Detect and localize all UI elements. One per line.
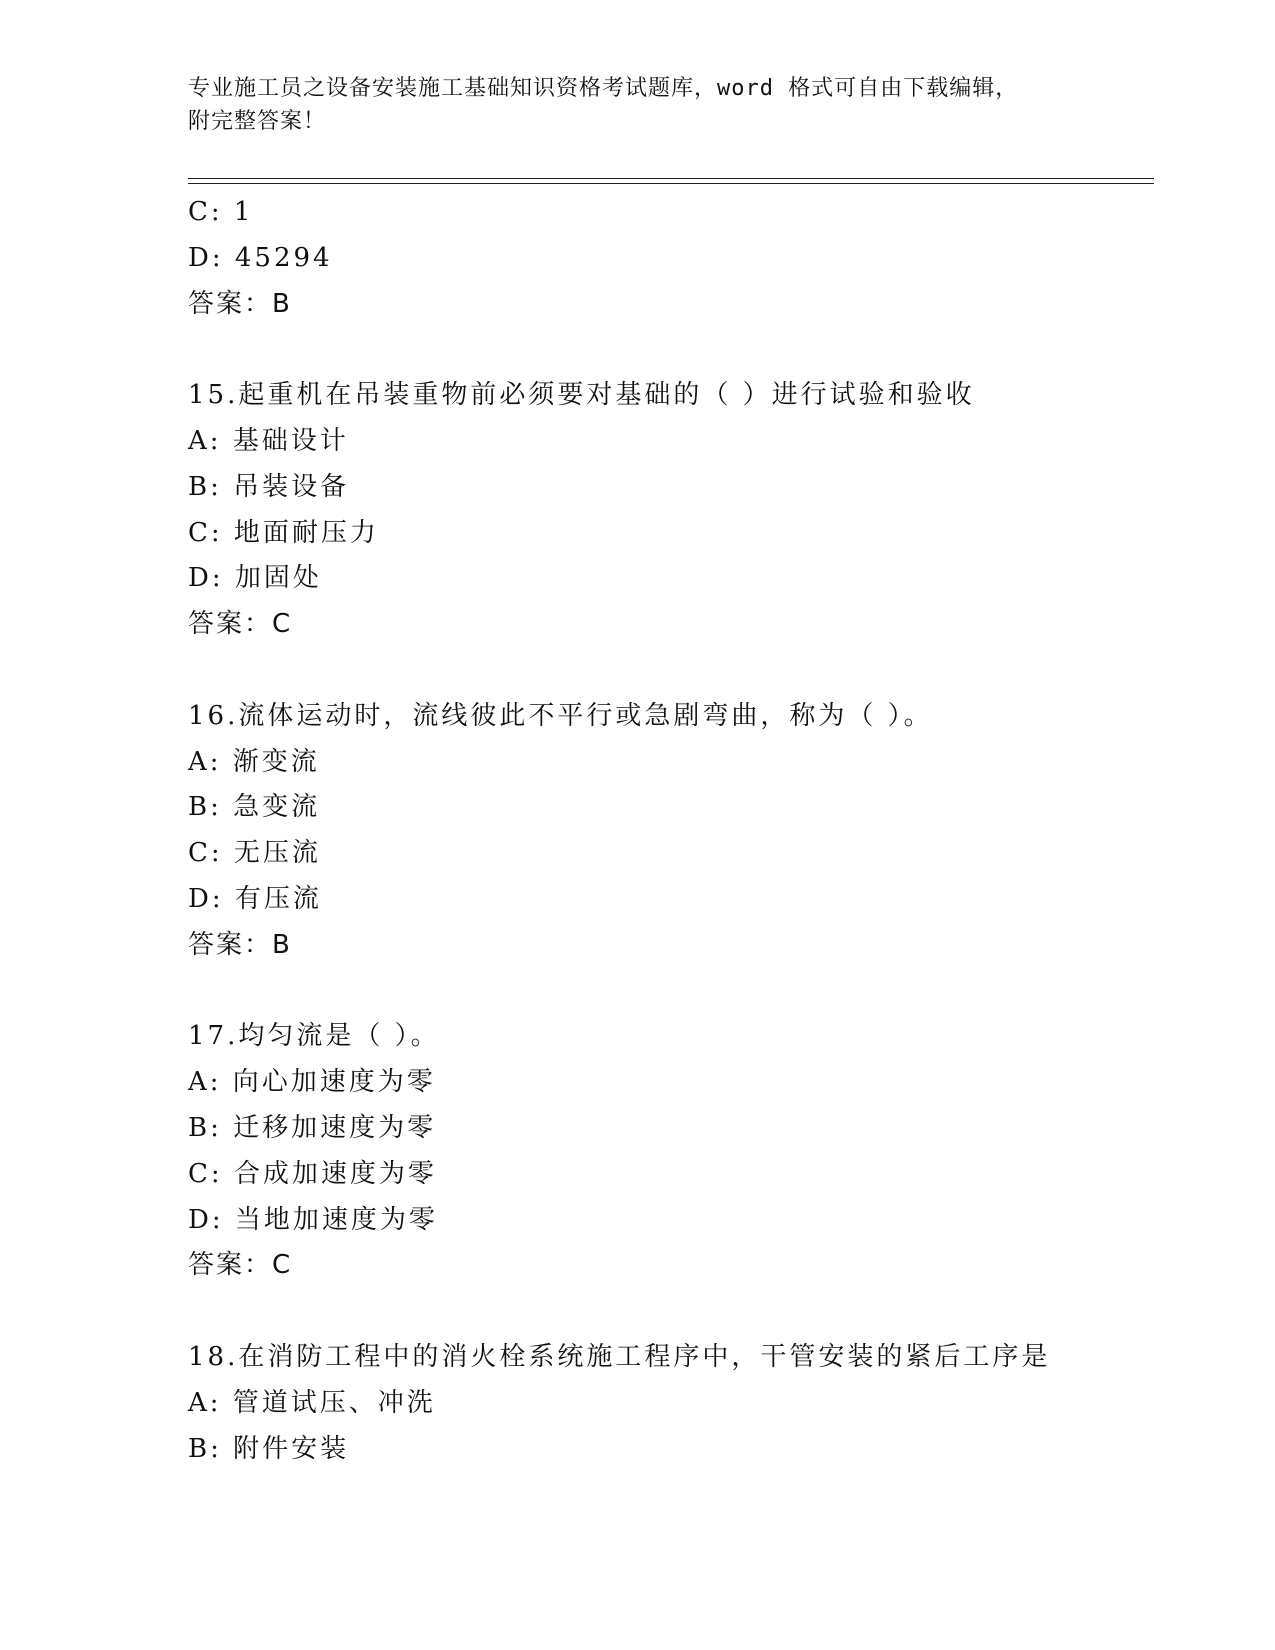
option-c: C: 合成加速度为零 (188, 1158, 437, 1189)
header-line-2: 附完整答案！ (188, 109, 327, 134)
header-divider-top (188, 178, 1154, 179)
spacer (188, 969, 1154, 1015)
question-16 (188, 694, 1154, 969)
question-stem: 16.流体运动时，流线彼此不平行或急剧弯曲，称为（ ）。 (188, 700, 933, 731)
option-b: B: 迁移加速度为零 (188, 1112, 437, 1143)
option-a: A: 基础设计 (188, 425, 349, 456)
option-b: B: 吊装设备 (188, 471, 350, 502)
question-17 (188, 1014, 1154, 1289)
option-d: D: 当地加速度为零 (188, 1204, 438, 1235)
question-stem: 18.在消防工程中的消火栓系统施工程序中，干管安装的紧后工序是 (188, 1341, 1051, 1372)
option-c: C: 地面耐压力 (188, 517, 379, 548)
option-b: B: 急变流 (188, 792, 321, 823)
option-c: C: 无压流 (188, 838, 321, 869)
question-18 (188, 1335, 1154, 1472)
question-15 (188, 373, 1154, 648)
option-d: D: 加固处 (188, 563, 322, 594)
spacer (188, 648, 1154, 694)
option-a: A: 向心加速度为零 (188, 1067, 436, 1098)
option-a: A: 管道试压、冲洗 (188, 1387, 436, 1418)
option-a: A: 渐变流 (188, 746, 320, 777)
spacer (188, 1289, 1154, 1335)
question-stem: 17.均匀流是（ ）。 (188, 1021, 440, 1052)
option-b: B: 附件安装 (188, 1433, 350, 1464)
option-d: D: 有压流 (188, 883, 322, 914)
question-list (188, 190, 1154, 1472)
question-stem: 15.起重机在吊装重物前必须要对基础的（ ）进行试验和验收 (188, 380, 975, 411)
answer-line: 答案：B (188, 288, 292, 319)
question-14-continued (188, 190, 1154, 327)
answer-line: 答案：B (188, 929, 292, 960)
spacer (188, 327, 1154, 373)
option-c: C: 1 (188, 197, 254, 227)
answer-line: 答案：C (188, 1250, 293, 1281)
header-line-1: 专业施工员之设备安装施工基础知识资格考试题库，word 格式可自由下载编辑， (188, 76, 1019, 101)
header-divider-bottom (188, 183, 1154, 184)
option-d: D: 45294 (188, 242, 333, 273)
document-header (188, 72, 1088, 138)
answer-line: 答案：C (188, 609, 293, 640)
